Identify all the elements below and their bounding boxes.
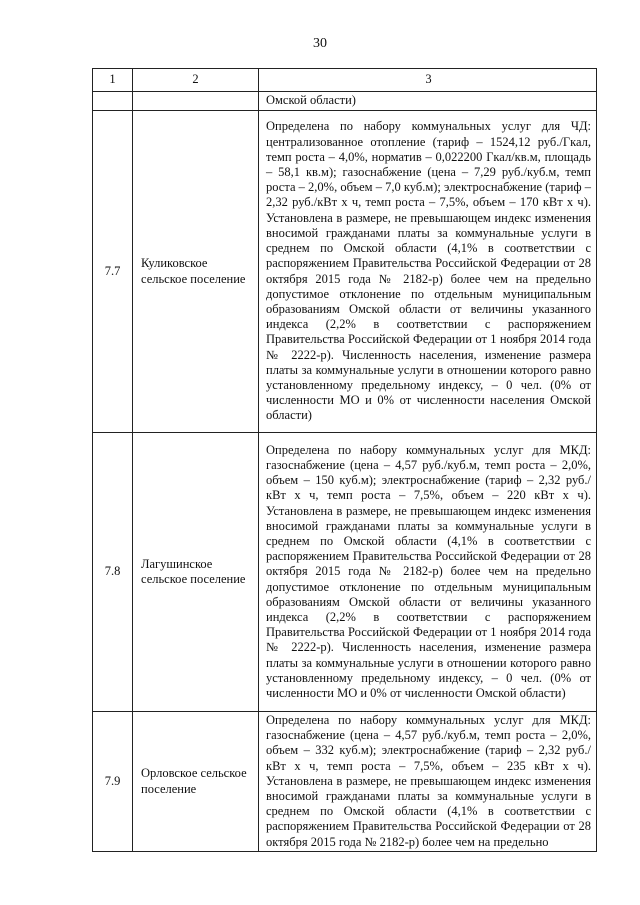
row-number: 7.7 bbox=[93, 111, 133, 433]
page-number: 30 bbox=[313, 36, 327, 51]
header-col-1: 1 bbox=[93, 69, 133, 92]
settlement-name: Орловское сельское поселение bbox=[133, 712, 259, 852]
continuation-text: Омской области) bbox=[259, 92, 597, 111]
row-number: 7.9 bbox=[93, 712, 133, 852]
row-number: 7.8 bbox=[93, 433, 133, 712]
continuation-name-cell bbox=[133, 92, 259, 111]
continuation-num-cell bbox=[93, 92, 133, 111]
table-row bbox=[93, 433, 597, 712]
header-col-3: 3 bbox=[259, 69, 597, 92]
settlement-description: Определена по набору коммунальных услуг для МКД: газоснабжение (цена – 4,57 руб./куб.м, темп роста – 2,0%, объем – 332 куб.м); электроснабжение (тариф – 2,32 руб./кВт х ч, темп роста – 7,5%, объем – 235 кВт х ч). Установлена в размере, не превышающем индекс изменения вносимой гражданами платы за коммунальные услуги в среднем по Омской области (4,1% в соответствии с распоряжением Правительства Российской Федерации от 28 октября 2015 года № 2182-р) более чем на предельно bbox=[259, 712, 597, 852]
settlement-description: Определена по набору коммунальных услуг для МКД: газоснабжение (цена – 4,57 руб./куб.м, темп роста – 2,0%, объем – 150 куб.м); электроснабжение (тариф – 2,32 руб./кВт х ч, темп роста – 7,5%, объем – 220 кВт х ч). Установлена в размере, не превышающем индекс изменения вносимой гражданами платы за коммунальные услуги в среднем по Омской области (4,1% в соответствии с распоряжением Правительства Российской Федерации от 28 октября 2015 года № 2182-р) более чем на предельно допустимое отклонение по отдельным муниципальным образованиям Омской области от величины указанного индекса (2,2% в соответствии с распоряжением Правительства Российской Федерации от 1 ноября 2014 года № 2222-р). Численность населения, изменение размера платы за коммунальные услуги в отношении которого равно установленному предельному индексу, – 0 чел. (0% от численности МО и 0% от численности Омской области) bbox=[259, 433, 597, 712]
settlement-name: Лагушинское сельское поселение bbox=[133, 433, 259, 712]
table-row bbox=[93, 111, 597, 433]
header-col-2: 2 bbox=[133, 69, 259, 92]
municipal-utility-table bbox=[92, 68, 597, 852]
table-row bbox=[93, 712, 597, 852]
settlement-name: Куликовское сельское поселение bbox=[133, 111, 259, 433]
continuation-row bbox=[93, 92, 597, 111]
settlement-description: Определена по набору коммунальных услуг для ЧД: централизованное отопление (тариф – 1524,12 руб./Гкал, темп роста – 4,0%, норматив – 0,022200 Гкал/кв.м, площадь – 58,1 кв.м); газоснабжение (цена – 7,29 руб./куб.м, темп роста – 2,0%, объем – 7,0 куб.м); электроснабжение (тариф – 2,32 руб./кВт х ч, темп роста – 7,5%, объем – 170 кВт х ч). Установлена в размере, не превышающем индекс изменения вносимой гражданами платы за коммунальные услуги в среднем по Омской области (4,1% в соответствии с распоряжением Правительства Российской Федерации от 28 октября 2015 года № 2182-р) более чем на предельно допустимое отклонение по отдельным муниципальным образованиям Омской области от величины указанного индекса (2,2% в соответствии с распоряжением Правительства Российской Федерации от 1 ноября 2014 года № 2222-р). Численность населения, изменение размера платы за коммунальные услуги в отношении которого равно установленному предельному индексу, – 0 чел. (0% от численности МО и 0% от численности населения Омской области) bbox=[259, 111, 597, 433]
table-header-row bbox=[93, 69, 597, 92]
